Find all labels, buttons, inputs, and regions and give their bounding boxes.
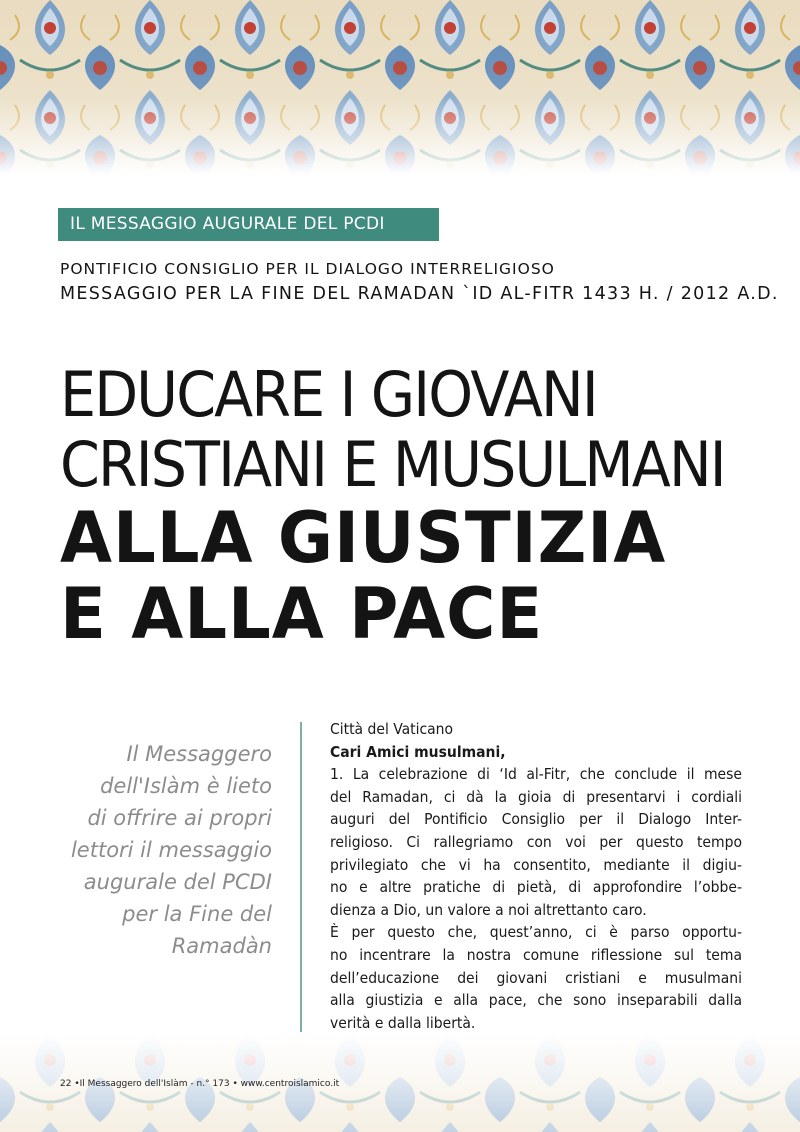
pull-quote-line: per la Fine del	[122, 902, 272, 926]
body-line: privilegiato che vi ha consentito, mediante il digiu-	[330, 855, 742, 874]
message-subtitle: MESSAGGIO PER LA FINE DEL RAMADAN `ID AL-FITR 1433 H. / 2012 A.D.	[60, 284, 779, 304]
pull-quote-line: di offrire ai propri	[87, 806, 272, 830]
pull-quote-line: lettori il messaggio	[70, 838, 272, 862]
body-line: del Ramadan, ci dà la gioia di presentarvi i cordiali	[330, 787, 742, 806]
pull-quote-line: Ramadàn	[171, 934, 272, 958]
body-line: verità e dalla libertà.	[330, 1013, 476, 1032]
body-line: auguri del Pontificio Consiglio per il Dialogo Inter-	[330, 810, 742, 829]
pull-quote	[40, 738, 272, 962]
body-line: È per questo che, quest’anno, ci è parso opportu-	[330, 923, 742, 942]
section-tag: IL MESSAGGIO AUGURALE DEL PCDI	[58, 208, 439, 241]
body-line: dell’educazione dei giovani cristiani e musulmani	[330, 968, 742, 987]
body-line: dienza a Dio, un valore a noi altrettanto caro.	[330, 900, 647, 919]
salutation: Cari Amici musulmani,	[330, 742, 506, 761]
article-body	[330, 718, 742, 1034]
pull-quote-line: Il Messaggero	[126, 742, 272, 766]
body-line: 1. La celebrazione di ‘Id al-Fitr, che conclude il mese	[330, 765, 742, 784]
issuer-subtitle: PONTIFICIO CONSIGLIO PER IL DIALOGO INTERRELIGIOSO	[60, 260, 555, 278]
headline-line-1: EDUCARE I GIOVANI	[60, 358, 597, 431]
body-line: religioso. Ci rallegriamo con voi per questo tempo	[330, 832, 742, 851]
dateline: Città del Vaticano	[330, 720, 454, 738]
page-footer: 22 •Il Messaggero dell'Islàm - n.° 173 • www.centroislamico.it	[60, 1079, 340, 1089]
pull-quote-line: augurale del PCDI	[83, 870, 272, 894]
headline-line-3: ALLA GIUSTIZIA	[60, 497, 667, 579]
headline-line-2: CRISTIANI E MUSULMANI	[60, 428, 725, 501]
article-headline	[60, 358, 780, 655]
pull-quote-line: dell'Islàm è lieto	[100, 774, 272, 798]
body-line: alla giustizia e alla pace, che sono inseparabili dalla	[330, 991, 742, 1010]
body-line: no incentrare la nostra comune riflessione sul tema	[330, 945, 742, 964]
decorative-header-band	[0, 0, 800, 175]
headline-line-4: E ALLA PACE	[60, 573, 544, 655]
body-line: no e altre pratiche di pietà, di approfondire l’obbe-	[330, 878, 742, 897]
column-divider	[300, 722, 302, 1034]
